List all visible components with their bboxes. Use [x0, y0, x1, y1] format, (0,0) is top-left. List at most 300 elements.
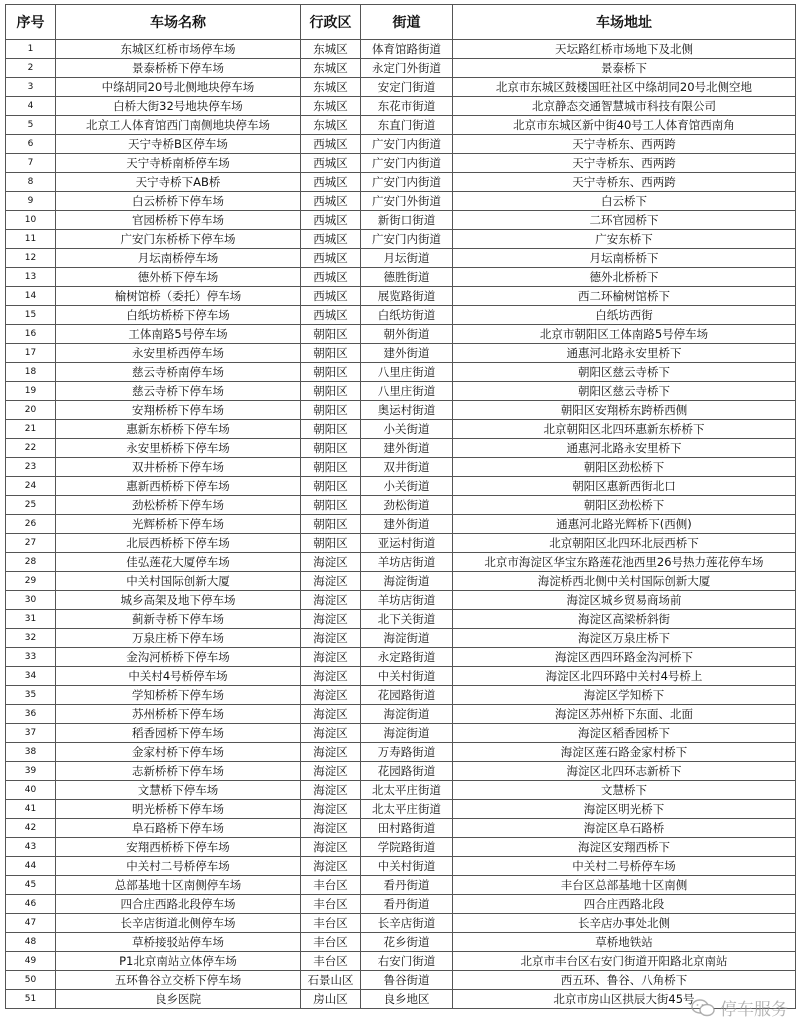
cell-lot-name: 金沟河桥桥下停车场 [56, 648, 301, 667]
table-row [6, 667, 796, 686]
cell-index: 13 [6, 268, 56, 287]
cell-district: 朝阳区 [301, 344, 361, 363]
cell-index: 46 [6, 895, 56, 914]
cell-lot-name: 万泉庄桥下停车场 [56, 629, 301, 648]
cell-lot-name: 佳弘莲花大厦停车场 [56, 553, 301, 572]
cell-address: 北京市房山区拱辰大街45号 [453, 990, 796, 1009]
table-row [6, 173, 796, 192]
cell-address: 海淀区城乡贸易商场前 [453, 591, 796, 610]
cell-street: 海淀街道 [361, 572, 453, 591]
table-row [6, 211, 796, 230]
cell-index: 14 [6, 287, 56, 306]
table-row [6, 838, 796, 857]
cell-address: 长辛店办事处北侧 [453, 914, 796, 933]
cell-address: 北京静态交通智慧城市科技有限公司 [453, 97, 796, 116]
cell-index: 51 [6, 990, 56, 1009]
cell-address: 四合庄西路北段 [453, 895, 796, 914]
cell-street: 八里庄街道 [361, 363, 453, 382]
cell-district: 东城区 [301, 97, 361, 116]
cell-address: 白云桥下 [453, 192, 796, 211]
cell-address: 通惠河北路永安里桥下 [453, 344, 796, 363]
cell-district: 朝阳区 [301, 496, 361, 515]
table-row [6, 591, 796, 610]
cell-address: 朝阳区劲松桥下 [453, 496, 796, 515]
cell-lot-name: 阜石路桥下停车场 [56, 819, 301, 838]
cell-street: 北太平庄街道 [361, 781, 453, 800]
cell-lot-name: 永安里桥桥下停车场 [56, 439, 301, 458]
table-row [6, 952, 796, 971]
watermark-text: 停车服务 [720, 1000, 788, 1020]
table-row [6, 743, 796, 762]
cell-lot-name: 景泰桥桥下停车场 [56, 59, 301, 78]
cell-index: 28 [6, 553, 56, 572]
table-row [6, 344, 796, 363]
cell-index: 45 [6, 876, 56, 895]
table-row [6, 116, 796, 135]
cell-street: 羊坊店街道 [361, 553, 453, 572]
cell-district: 西城区 [301, 211, 361, 230]
cell-lot-name: 劲松桥桥下停车场 [56, 496, 301, 515]
cell-lot-name: 文慧桥下停车场 [56, 781, 301, 800]
cell-street: 海淀街道 [361, 705, 453, 724]
cell-address: 文慧桥下 [453, 781, 796, 800]
cell-district: 西城区 [301, 306, 361, 325]
cell-district: 西城区 [301, 268, 361, 287]
parking-lot-table [5, 4, 796, 1009]
cell-address: 景泰桥下 [453, 59, 796, 78]
cell-address: 草桥地铁站 [453, 933, 796, 952]
cell-index: 44 [6, 857, 56, 876]
cell-lot-name: 稻香园桥下停车场 [56, 724, 301, 743]
table-row [6, 819, 796, 838]
cell-street: 亚运村街道 [361, 534, 453, 553]
cell-street: 学院路街道 [361, 838, 453, 857]
table-row [6, 705, 796, 724]
cell-street: 万寿路街道 [361, 743, 453, 762]
table-row [6, 230, 796, 249]
cell-district: 海淀区 [301, 686, 361, 705]
cell-street: 北下关街道 [361, 610, 453, 629]
table-row [6, 895, 796, 914]
cell-address: 海淀区安翔西桥下 [453, 838, 796, 857]
cell-street: 小关街道 [361, 477, 453, 496]
cell-lot-name: 五环鲁谷立交桥下停车场 [56, 971, 301, 990]
table-row [6, 496, 796, 515]
cell-address: 北京朝阳区北四环北辰西桥下 [453, 534, 796, 553]
cell-lot-name: 月坛南桥停车场 [56, 249, 301, 268]
cell-index: 19 [6, 382, 56, 401]
cell-street: 看丹街道 [361, 876, 453, 895]
cell-address: 海淀区学知桥下 [453, 686, 796, 705]
cell-lot-name: 白桥大街32号地块停车场 [56, 97, 301, 116]
cell-index: 12 [6, 249, 56, 268]
cell-lot-name: 工体南路5号停车场 [56, 325, 301, 344]
cell-address: 西二环榆树馆桥下 [453, 287, 796, 306]
cell-lot-name: 学知桥桥下停车场 [56, 686, 301, 705]
cell-index: 34 [6, 667, 56, 686]
cell-district: 丰台区 [301, 895, 361, 914]
cell-index: 38 [6, 743, 56, 762]
cell-index: 1 [6, 40, 56, 59]
cell-district: 东城区 [301, 40, 361, 59]
cell-index: 6 [6, 135, 56, 154]
cell-index: 29 [6, 572, 56, 591]
cell-index: 10 [6, 211, 56, 230]
cell-address: 海淀区西四环路金沟河桥下 [453, 648, 796, 667]
cell-district: 西城区 [301, 230, 361, 249]
cell-street: 羊坊店街道 [361, 591, 453, 610]
table-row [6, 287, 796, 306]
table-header-row [6, 5, 796, 40]
cell-district: 朝阳区 [301, 477, 361, 496]
cell-street: 体育馆路街道 [361, 40, 453, 59]
cell-district: 海淀区 [301, 724, 361, 743]
cell-address: 德外北桥桥下 [453, 268, 796, 287]
table-row [6, 97, 796, 116]
cell-lot-name: 榆树馆桥（委托）停车场 [56, 287, 301, 306]
table-body [6, 40, 796, 1009]
cell-street: 永定路街道 [361, 648, 453, 667]
cell-lot-name: 草桥接驳站停车场 [56, 933, 301, 952]
cell-district: 西城区 [301, 154, 361, 173]
header-address: 车场地址 [453, 5, 796, 40]
cell-lot-name: 双井桥桥下停车场 [56, 458, 301, 477]
cell-district: 西城区 [301, 192, 361, 211]
cell-lot-name: 惠新东桥桥下停车场 [56, 420, 301, 439]
table-row [6, 420, 796, 439]
table-row [6, 401, 796, 420]
cell-district: 丰台区 [301, 933, 361, 952]
cell-index: 42 [6, 819, 56, 838]
cell-district: 海淀区 [301, 572, 361, 591]
cell-index: 39 [6, 762, 56, 781]
cell-lot-name: 总部基地十区南侧停车场 [56, 876, 301, 895]
table-row [6, 249, 796, 268]
cell-district: 朝阳区 [301, 515, 361, 534]
cell-lot-name: 良乡医院 [56, 990, 301, 1009]
cell-address: 北京市东城区鼓楼国旺社区中绦胡同20号北侧空地 [453, 78, 796, 97]
cell-street: 右安门街道 [361, 952, 453, 971]
cell-index: 21 [6, 420, 56, 439]
cell-lot-name: 中绦胡同20号北侧地块停车场 [56, 78, 301, 97]
cell-index: 11 [6, 230, 56, 249]
table-row [6, 363, 796, 382]
cell-lot-name: 永安里桥西停车场 [56, 344, 301, 363]
cell-district: 丰台区 [301, 876, 361, 895]
cell-district: 丰台区 [301, 952, 361, 971]
table-row [6, 648, 796, 667]
cell-index: 41 [6, 800, 56, 819]
cell-street: 花园路街道 [361, 762, 453, 781]
table-row [6, 154, 796, 173]
cell-street: 广安门内街道 [361, 230, 453, 249]
cell-street: 新街口街道 [361, 211, 453, 230]
table-row [6, 876, 796, 895]
cell-lot-name: 明光桥桥下停车场 [56, 800, 301, 819]
table-row [6, 971, 796, 990]
table-row [6, 857, 796, 876]
cell-lot-name: 天宁寺桥B区停车场 [56, 135, 301, 154]
cell-street: 中关村街道 [361, 667, 453, 686]
cell-lot-name: 广安门东桥桥下停车场 [56, 230, 301, 249]
cell-lot-name: 苏州桥桥下停车场 [56, 705, 301, 724]
cell-lot-name: 城乡高架及地下停车场 [56, 591, 301, 610]
cell-lot-name: 东城区红桥市场停车场 [56, 40, 301, 59]
cell-lot-name: 四合庄西路北段停车场 [56, 895, 301, 914]
cell-district: 海淀区 [301, 819, 361, 838]
cell-index: 27 [6, 534, 56, 553]
cell-street: 长辛店街道 [361, 914, 453, 933]
cell-district: 东城区 [301, 59, 361, 78]
cell-address: 西五环、鲁谷、八角桥下 [453, 971, 796, 990]
cell-address: 海淀桥西北侧中关村国际创新大厦 [453, 572, 796, 591]
table-row [6, 572, 796, 591]
cell-address: 广安东桥下 [453, 230, 796, 249]
cell-lot-name: 白纸坊桥桥下停车场 [56, 306, 301, 325]
table-row [6, 382, 796, 401]
table-row [6, 192, 796, 211]
cell-address: 天宁寺桥东、西两跨 [453, 173, 796, 192]
cell-index: 25 [6, 496, 56, 515]
cell-index: 40 [6, 781, 56, 800]
cell-index: 33 [6, 648, 56, 667]
cell-address: 通惠河北路永安里桥下 [453, 439, 796, 458]
cell-index: 3 [6, 78, 56, 97]
cell-street: 劲松街道 [361, 496, 453, 515]
cell-district: 海淀区 [301, 781, 361, 800]
wechat-logo-icon [691, 999, 715, 1017]
cell-street: 小关街道 [361, 420, 453, 439]
cell-index: 20 [6, 401, 56, 420]
cell-address: 朝阳区劲松桥下 [453, 458, 796, 477]
cell-street: 奥运村街道 [361, 401, 453, 420]
cell-index: 36 [6, 705, 56, 724]
cell-index: 7 [6, 154, 56, 173]
cell-address: 海淀区明光桥下 [453, 800, 796, 819]
cell-address: 海淀区北四环志新桥下 [453, 762, 796, 781]
cell-street: 中关村街道 [361, 857, 453, 876]
cell-lot-name: 蓟新寺桥下停车场 [56, 610, 301, 629]
cell-index: 31 [6, 610, 56, 629]
cell-index: 15 [6, 306, 56, 325]
cell-address: 朝阳区惠新西街北口 [453, 477, 796, 496]
cell-address: 北京朝阳区北四环惠新东桥桥下 [453, 420, 796, 439]
cell-lot-name: 中关村4号桥停车场 [56, 667, 301, 686]
cell-index: 4 [6, 97, 56, 116]
cell-address: 天宁寺桥东、西两跨 [453, 135, 796, 154]
table-row [6, 458, 796, 477]
cell-district: 石景山区 [301, 971, 361, 990]
cell-street: 东直门街道 [361, 116, 453, 135]
watermark [691, 995, 788, 1020]
table-row [6, 439, 796, 458]
cell-address: 二环官园桥下 [453, 211, 796, 230]
cell-lot-name: 安翔西桥桥下停车场 [56, 838, 301, 857]
cell-street: 八里庄街道 [361, 382, 453, 401]
cell-index: 48 [6, 933, 56, 952]
cell-index: 18 [6, 363, 56, 382]
cell-lot-name: 惠新西桥桥下停车场 [56, 477, 301, 496]
cell-address: 海淀区阜石路桥 [453, 819, 796, 838]
cell-district: 海淀区 [301, 838, 361, 857]
cell-district: 海淀区 [301, 648, 361, 667]
cell-index: 49 [6, 952, 56, 971]
cell-address: 北京市海淀区华宝东路莲花池西里26号热力莲花停车场 [453, 553, 796, 572]
cell-street: 朝外街道 [361, 325, 453, 344]
header-lot-name: 车场名称 [56, 5, 301, 40]
header-district: 行政区 [301, 5, 361, 40]
cell-district: 海淀区 [301, 800, 361, 819]
cell-district: 朝阳区 [301, 382, 361, 401]
cell-street: 展览路街道 [361, 287, 453, 306]
cell-street: 广安门内街道 [361, 135, 453, 154]
cell-address: 白纸坊西街 [453, 306, 796, 325]
cell-district: 房山区 [301, 990, 361, 1009]
cell-lot-name: 光辉桥桥下停车场 [56, 515, 301, 534]
cell-district: 海淀区 [301, 553, 361, 572]
table-row [6, 534, 796, 553]
cell-district: 海淀区 [301, 667, 361, 686]
cell-street: 鲁谷街道 [361, 971, 453, 990]
table-row [6, 610, 796, 629]
cell-lot-name: 天宁寺桥南桥停车场 [56, 154, 301, 173]
cell-lot-name: 北京工人体育馆西门南侧地块停车场 [56, 116, 301, 135]
cell-lot-name: 志新桥桥下停车场 [56, 762, 301, 781]
cell-address: 朝阳区慈云寺桥下 [453, 382, 796, 401]
table-row [6, 325, 796, 344]
cell-district: 海淀区 [301, 762, 361, 781]
header-street: 街道 [361, 5, 453, 40]
cell-district: 西城区 [301, 249, 361, 268]
cell-index: 8 [6, 173, 56, 192]
cell-street: 田村路街道 [361, 819, 453, 838]
cell-address: 丰台区总部基地十区南侧 [453, 876, 796, 895]
cell-address: 天宁寺桥东、西两跨 [453, 154, 796, 173]
cell-address: 天坛路红桥市场地下及北侧 [453, 40, 796, 59]
table-row [6, 515, 796, 534]
cell-lot-name: 慈云寺桥下停车场 [56, 382, 301, 401]
cell-index: 50 [6, 971, 56, 990]
cell-district: 海淀区 [301, 705, 361, 724]
table-row [6, 990, 796, 1009]
cell-index: 16 [6, 325, 56, 344]
table-row [6, 268, 796, 287]
cell-lot-name: 金家村桥下停车场 [56, 743, 301, 762]
cell-street: 花园路街道 [361, 686, 453, 705]
table-row [6, 78, 796, 97]
cell-index: 9 [6, 192, 56, 211]
cell-address: 海淀区高梁桥斜街 [453, 610, 796, 629]
table-row [6, 40, 796, 59]
cell-index: 37 [6, 724, 56, 743]
cell-street: 海淀街道 [361, 629, 453, 648]
cell-street: 东花市街道 [361, 97, 453, 116]
cell-address: 海淀区万泉庄桥下 [453, 629, 796, 648]
cell-index: 30 [6, 591, 56, 610]
cell-district: 海淀区 [301, 743, 361, 762]
cell-district: 海淀区 [301, 629, 361, 648]
table-row [6, 477, 796, 496]
cell-district: 西城区 [301, 135, 361, 154]
cell-street: 永定门外街道 [361, 59, 453, 78]
table-row [6, 135, 796, 154]
cell-address: 海淀区苏州桥下东面、北面 [453, 705, 796, 724]
cell-address: 北京市丰台区右安门街道开阳路北京南站 [453, 952, 796, 971]
cell-index: 32 [6, 629, 56, 648]
cell-district: 海淀区 [301, 610, 361, 629]
table-row [6, 762, 796, 781]
cell-index: 2 [6, 59, 56, 78]
cell-street: 广安门内街道 [361, 173, 453, 192]
cell-address: 中关村二号桥停车场 [453, 857, 796, 876]
cell-street: 安定门街道 [361, 78, 453, 97]
cell-index: 47 [6, 914, 56, 933]
cell-lot-name: 慈云寺桥南停车场 [56, 363, 301, 382]
cell-lot-name: 德外桥下停车场 [56, 268, 301, 287]
cell-street: 双井街道 [361, 458, 453, 477]
header-index: 序号 [6, 5, 56, 40]
cell-lot-name: 白云桥桥下停车场 [56, 192, 301, 211]
table-row [6, 914, 796, 933]
table-row [6, 59, 796, 78]
cell-address: 海淀区莲石路金家村桥下 [453, 743, 796, 762]
cell-district: 朝阳区 [301, 363, 361, 382]
cell-lot-name: 北辰西桥桥下停车场 [56, 534, 301, 553]
table-row [6, 724, 796, 743]
cell-street: 北太平庄街道 [361, 800, 453, 819]
cell-district: 朝阳区 [301, 401, 361, 420]
cell-lot-name: P1北京南站立体停车场 [56, 952, 301, 971]
table-row [6, 933, 796, 952]
cell-address: 北京市东城区新中街40号工人体育馆西南角 [453, 116, 796, 135]
cell-address: 北京市朝阳区工体南路5号停车场 [453, 325, 796, 344]
cell-district: 海淀区 [301, 857, 361, 876]
cell-lot-name: 天宁寺桥下AB桥 [56, 173, 301, 192]
cell-district: 西城区 [301, 287, 361, 306]
cell-district: 东城区 [301, 78, 361, 97]
cell-lot-name: 安翔桥桥下停车场 [56, 401, 301, 420]
cell-street: 德胜街道 [361, 268, 453, 287]
cell-address: 通惠河北路光辉桥下(西侧) [453, 515, 796, 534]
table-row [6, 553, 796, 572]
table-row [6, 629, 796, 648]
cell-street: 良乡地区 [361, 990, 453, 1009]
cell-index: 17 [6, 344, 56, 363]
cell-district: 朝阳区 [301, 439, 361, 458]
cell-district: 西城区 [301, 173, 361, 192]
cell-district: 朝阳区 [301, 325, 361, 344]
cell-street: 海淀街道 [361, 724, 453, 743]
cell-street: 广安门内街道 [361, 154, 453, 173]
cell-index: 22 [6, 439, 56, 458]
cell-lot-name: 官园桥桥下停车场 [56, 211, 301, 230]
cell-district: 东城区 [301, 116, 361, 135]
cell-index: 24 [6, 477, 56, 496]
cell-street: 看丹街道 [361, 895, 453, 914]
cell-index: 26 [6, 515, 56, 534]
cell-district: 海淀区 [301, 591, 361, 610]
cell-index: 43 [6, 838, 56, 857]
cell-index: 23 [6, 458, 56, 477]
cell-address: 朝阳区慈云寺桥下 [453, 363, 796, 382]
cell-lot-name: 中关村国际创新大厦 [56, 572, 301, 591]
cell-address: 朝阳区安翔桥东跨桥西侧 [453, 401, 796, 420]
cell-address: 月坛南桥桥下 [453, 249, 796, 268]
table-row [6, 800, 796, 819]
table-row [6, 686, 796, 705]
cell-district: 朝阳区 [301, 458, 361, 477]
cell-street: 建外街道 [361, 344, 453, 363]
